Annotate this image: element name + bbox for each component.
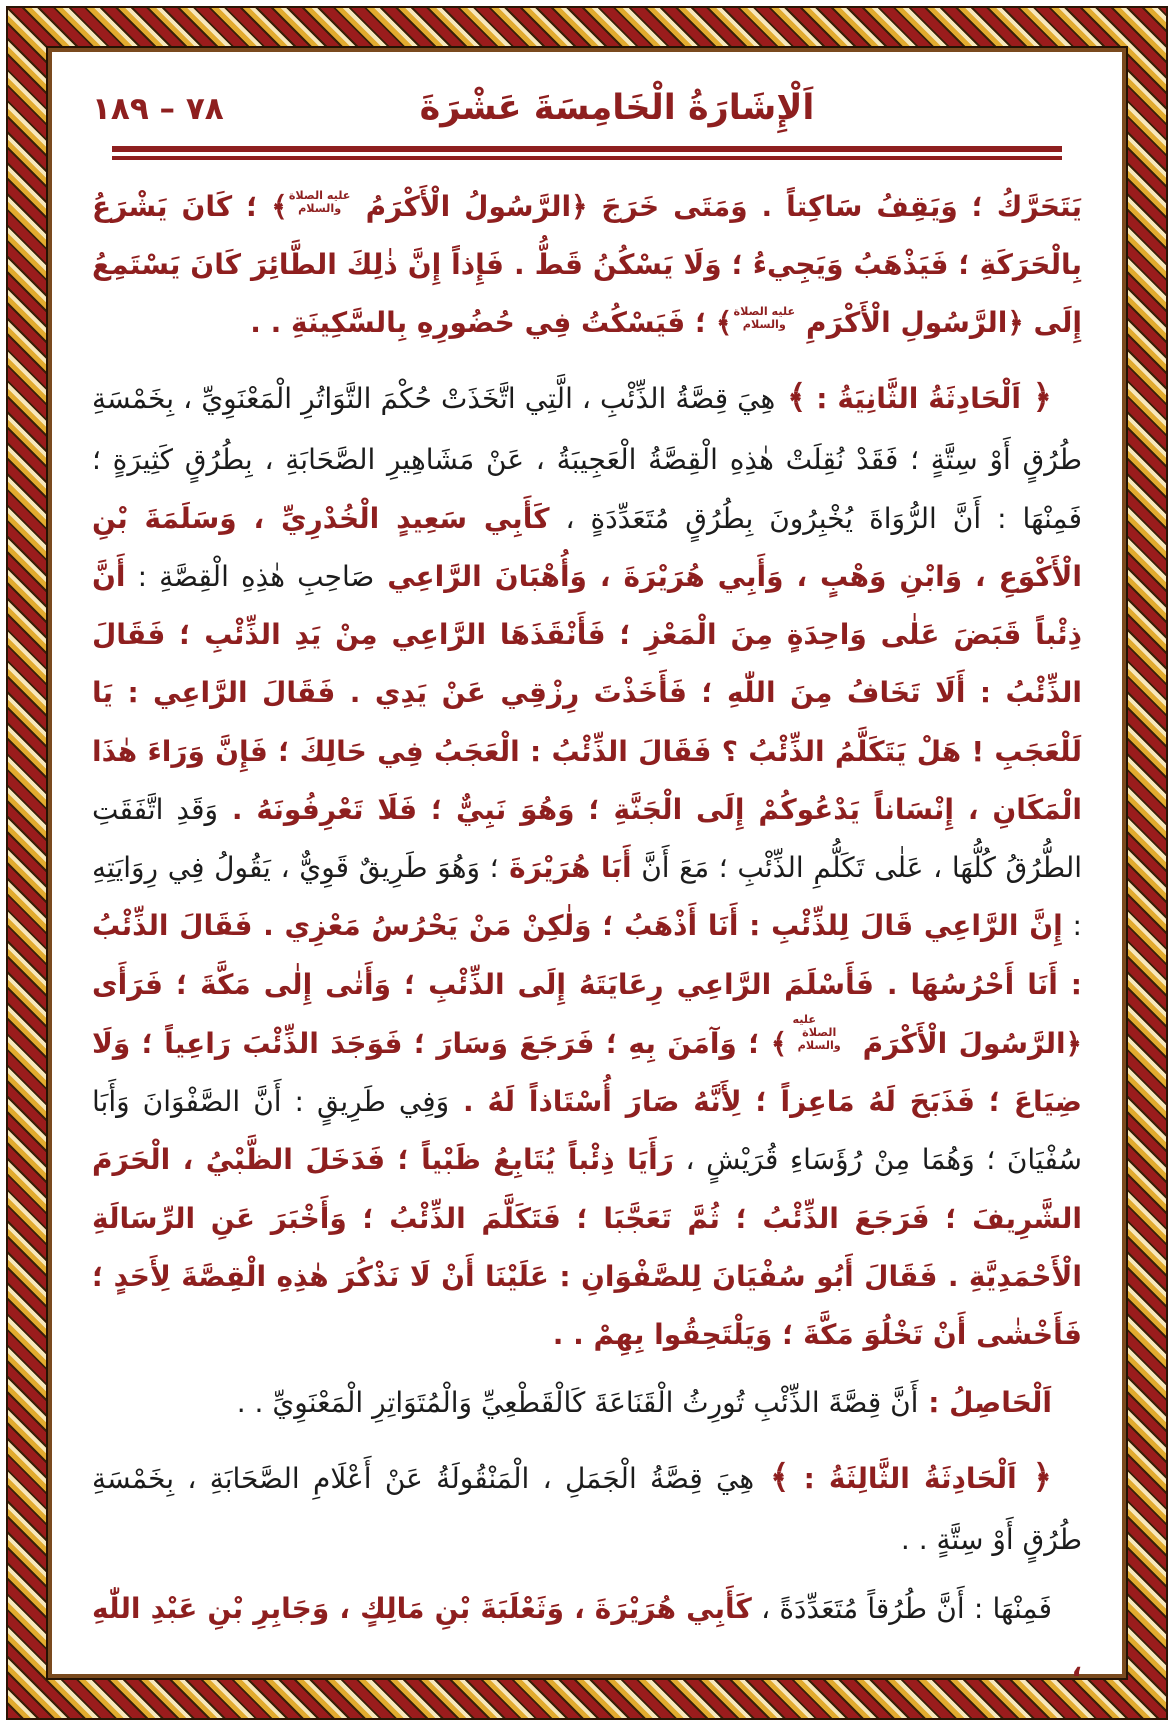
body-text [92,178,1082,1696]
text-segment: ﴾ ؛ كَانَ يَشْرَعُ بِالْحَرَكَةِ ؛ فَيَذْهَبُ وَيَجِيءُ ؛ وَلَا يَسْكُنُ قَطُّ . فَإِذاً إِنَّ ذٰلِكَ الطَّائِرَ كَانَ يَسْتَمِعُ إِلَى ﴿الرَّسُولِ الْأَكْرَمِ [92,190,1082,340]
paragraph [92,1443,1082,1570]
ornate-bracket-icon: ﴿ [1020,376,1053,416]
salawat-mark: عليه الصلاة والسلام [733,305,796,331]
paragraph [92,1580,1082,1696]
text-segment: أَنَّ ذِئْباً قَبَضَ عَلٰى وَاحِدَةٍ مِنَ الْمَعْزِ ؛ فَأَنْقَذَهَا الرَّاعِي مِنْ يَدِ الذِّئْبِ ؛ فَقَالَ الذِّئْبُ : أَلَا تَخَافُ مِنَ اللّٰهِ ؛ فَأَخَذْتَ رِزْقِي عَنْ يَدِي . فَقَالَ الرَّاعِي : يَا لَلْعَجَبِ ! هَلْ يَتَكَلَّمُ الذِّئْبُ ؟ فَقَالَ الذِّئْبُ : الْعَجَبُ فِي حَالِكَ ؛ فَإِنَّ وَرَاءَ هٰذَا الْمَكَانِ ، إِنْسَاناً يَدْعُوكُمْ إِلَى الْجَنَّةِ ؛ وَهُوَ نَبِيٌّ ؛ فَلَا تَعْرِفُونَهُ . [92,559,1082,826]
text-segment: هِيَ قِصَّةُ الْجَمَلِ ، الْمَنْقُولَةُ عَنْ أَعْلَامِ الصَّحَابَةِ ، بِخَمْسَةِ طُرُقٍ أَوْ سِتَّةٍ . . [92,1461,1082,1557]
paragraph [92,363,1082,1365]
text-segment: إِنَّ الرَّاعِي قَالَ لِلذِّئْبِ : أَنَا أَذْهَبُ ؛ وَلٰكِنْ مَنْ يَحْرُسُ مَعْزِي . فَقَالَ الذِّئْبُ : أَنَا أَحْرُسُهَا . فَأَسْلَمَ الرَّاعِي رِعَايَتَهُ إِلَى الذِّئْبِ ؛ وَأَتٰى إِلٰى مَكَّةَ ؛ فَرَأَى ﴿الرَّسُولَ الْأَكْرَمَ [92,909,1082,1060]
paragraph [92,178,1082,353]
text-segment: ﴾ ؛ فَيَسْكُتُ فِي حُضُورِهِ بِالسَّكِينَةِ . . [250,306,733,340]
paragraph [92,1374,1082,1432]
text-segment: أَنَّ قِصَّةَ الذِّئْبِ تُورِثُ الْقَنَاعَةَ كَالْقَطْعِيِّ وَالْمُتَوَاتِرِ الْمَعْنَوِيِّ . . [236,1386,919,1420]
text-segment: اَلْحَادِثَةُ الثَّانِيَةُ : [806,381,1021,415]
text-segment: ؛ وَهُوَ طَرِيقٌ قَوِيٌّ ، يَقُولُ فِي رِوَايَتِهِ : [92,851,1082,943]
page-numbers: ٧٨ – ١٨٩ [92,91,224,127]
text-segment: رَأَيَا ذِئْباً يُتَابِعُ ظَبْياً ؛ فَدَخَلَ الظَّبْيُ ، الْحَرَمَ الشَّرِيفَ ؛ فَرَجَعَ الذِّئْبُ ؛ ثُمَّ تَعَجَّبَا ؛ فَتَكَلَّمَ الذِّئْبُ ؛ وَأَخْبَرَ عَنِ الرِّسَالَةِ الْأَحْمَدِيَّةِ . فَقَالَ أَبُو سُفْيَانَ لِلصَّفْوَانِ : عَلَيْنَا أَنْ لَا نَذْكُرَ هٰذِهِ الْقِصَّةَ لِأَحَدٍ ؛ فَأَخْشٰى أَنْ تَخْلُوَ مَكَّةَ ؛ وَيَلْتَحِقُوا بِهِمْ . . [92,1143,1082,1352]
ornate-bracket-icon: ﴿ [1016,1456,1052,1496]
page-content [48,48,1126,1683]
text-segment: وَقَدِ اتَّفَقَتِ الطُّرُقُ كُلُّهَا ، عَلٰى تَكَلُّمِ الذِّئْبِ ؛ مَعَ أَنَّ [92,792,1083,885]
text-segment: أَبَا هُرَيْرَةَ [498,851,632,885]
text-segment: فَمِنْهَا : أَنَّ طُرُقاً مُتَعَدِّدَةً ، [751,1591,1052,1625]
text-segment: ﴾ ؛ وَآمَنَ بِهِ ؛ فَرَجَعَ وَسَارَ ؛ فَوَجَدَ الذِّئْبَ رَاعِياً ؛ وَلَا ضِيَاعَ ؛ فَذَبَحَ لَهُ مَاعِزاً ؛ لِأَنَّهُ صَارَ أُسْتَاذاً لَهُ . [92,1027,1082,1119]
salawat-mark: عليه الصلاة والسلام [792,1012,841,1052]
text-segment: يَتَحَرَّكُ ؛ وَيَقِفُ سَاكِتاً . وَمَتَى خَرَجَ ﴿الرَّسُولُ الْأَكْرَمُ [351,190,1082,223]
text-segment: وَفِي طَرِيقٍ : أَنَّ الصَّفْوَانَ وَأَبَا سُفْيَانَ ؛ وَهُمَا مِنْ رُؤَسَاءِ قُرَيْشٍ ، [92,1085,1082,1177]
text-segment: كَأَبِي هُرَيْرَةَ ، وَثَعْلَبَةَ بْنِ مَالِكٍ ، وَجَابِرِ بْنِ عَبْدِ اللّٰهِ ، [92,1591,1082,1683]
text-segment: اَلْحَادِثَةُ الثَّالِثَةُ : [789,1461,1017,1495]
salawat-mark: عليه الصلاة والسلام [288,188,351,215]
header-divider [112,146,1062,160]
ornate-bracket-icon: ﴾ [775,376,807,416]
text-segment: هِيَ قِصَّةُ الذِّئْبِ ، الَّتِي اتَّخَذَتْ حُكْمَ التَّوَاتُرِ الْمَعْنَوِيِّ ، بِخَمْسَةِ طُرُقٍ أَوْ سِتَّةٍ ؛ فَقَدْ نُقِلَتْ هٰذِهِ الْقِصَّةُ الْعَجِيبَةُ ، عَنْ مَشَاهِيرِ الصَّحَابَةِ ، بِطُرُقٍ كَثِيرَةٍ ؛ فَمِنْهَا : أَنَّ الرُّوَاةَ يُخْبِرُونَ بِطُرُقٍ مُتَعَدِّدَةٍ ، [92,381,1083,535]
text-segment: كَأَبِي سَعِيدٍ الْخُدْرِيِّ ، وَسَلَمَةَ بْنِ الْأَكْوَعِ ، وَابْنِ وَهْبٍ ، وَأَبِي هُرَيْرَةَ ، وَأُهْبَانَ الرَّاعِي [92,501,1083,593]
page-header [92,88,1082,128]
text-segment: صَاحِبِ هٰذِهِ الْقِصَّةِ : [125,559,375,593]
ornamental-border [6,6,1168,1720]
ornate-bracket-icon: ﴾ [754,1456,790,1496]
page-title: اَلْإِشَارَةُ الْخَامِسَةَ عَشْرَةَ [419,88,815,128]
text-segment: اَلْحَاصِلُ : [918,1386,1052,1420]
